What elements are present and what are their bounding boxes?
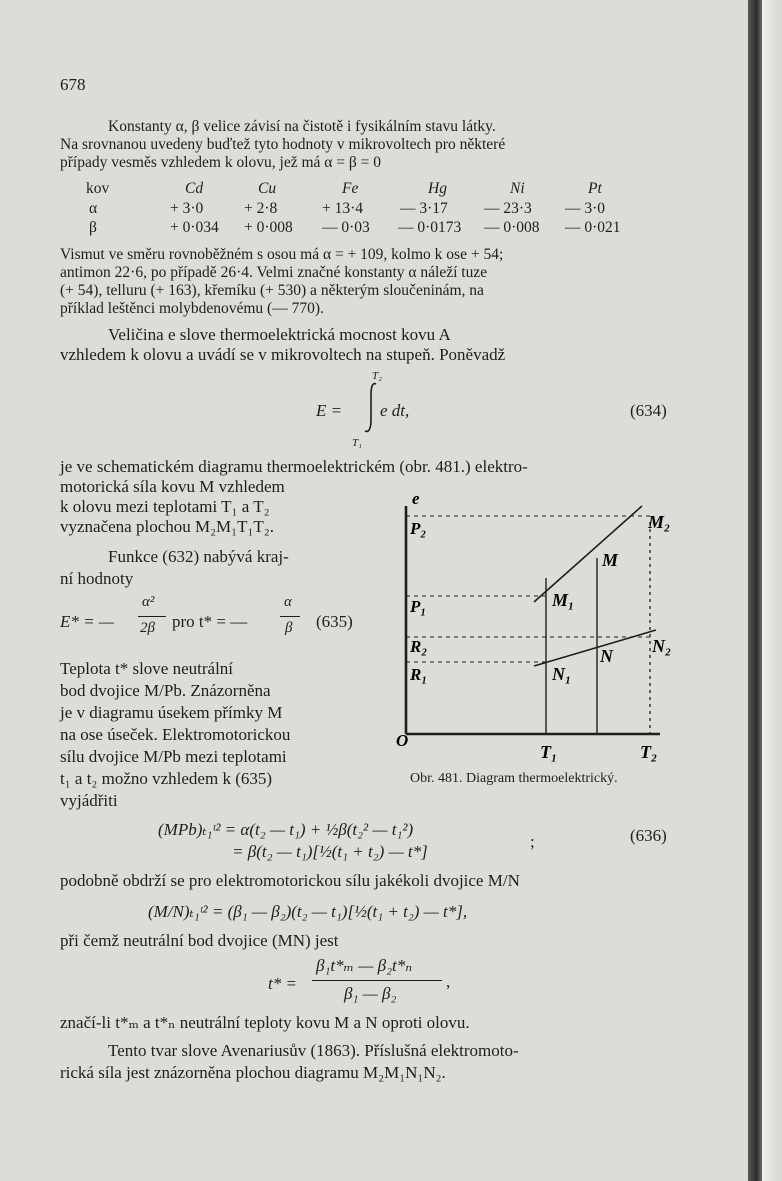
- label-n1: N₁: [552, 664, 572, 684]
- table-header-cu: Cu: [258, 180, 277, 197]
- para4-line1: je ve schematickém diagramu thermoelektrickém (obr. 481.) elektro-: [60, 457, 528, 476]
- table-header-ni: Ni: [510, 180, 525, 197]
- eq634-upper-limit: T₂: [372, 370, 382, 382]
- eq634-number: (634): [630, 401, 667, 420]
- para6-line1: Teplota t* slove neutrální: [60, 659, 234, 678]
- figure-caption: Obr. 481. Diagram thermoelektrický.: [410, 771, 618, 786]
- para6-line4: na ose úseček. Elektromotorickou: [60, 725, 291, 744]
- para3-line2: vzhledem k olovu a uvádí se v mikrovoltech na stupeň. Poněvadž: [60, 345, 506, 364]
- table-alpha-hg: — 3·17: [400, 200, 448, 217]
- table-alpha-pt: — 3·0: [565, 200, 606, 217]
- eq637: (M/N)ₜ₁ᵗ² = (β₁ — β₂)(t₂ — t₁)[½(t₁ + t₂) — t*],: [148, 902, 468, 921]
- table-beta-ni: — 0·008: [484, 219, 540, 236]
- label-e: e: [412, 490, 420, 508]
- label-t1: T₁: [540, 742, 558, 762]
- eq636-number: (636): [630, 826, 667, 845]
- table-header-pt: Pt: [588, 180, 602, 197]
- label-n2: N₂: [652, 636, 672, 656]
- table-header-kov: kov: [86, 180, 110, 197]
- eq635-fraction-bar1: [138, 616, 166, 617]
- para8: při čemž neutrální bod dvojice (MN) jest: [60, 931, 339, 950]
- label-r2: R₂: [410, 637, 428, 656]
- eq635-num2: α: [284, 594, 292, 610]
- label-p1: P₁: [410, 597, 427, 616]
- eq635-lhs: E* = —: [60, 612, 114, 631]
- para1-line3: případy vesměs vzhledem k olovu, jež má α = β = 0: [60, 154, 382, 171]
- label-m1: M₁: [552, 590, 575, 610]
- line-m: [534, 506, 642, 602]
- eq638-fraction-bar: [312, 980, 442, 981]
- eq634-lower-limit: T₁: [352, 437, 362, 449]
- eq636-separator: ;: [530, 832, 535, 851]
- para3-line1: Veličina e slove thermoelektrická mocnost kovu A: [108, 325, 451, 344]
- eq635-number: (635): [316, 612, 353, 631]
- eq636-line2: = β(t₂ — t₁)[½(t₁ + t₂) — t*]: [232, 842, 428, 861]
- para5-line1: Funkce (632) nabývá kraj-: [108, 547, 289, 566]
- para2-line1: Vismut ve směru rovnoběžném s osou má α = + 109, kolmo k ose + 54;: [60, 246, 504, 263]
- para7: podobně obdrží se pro elektromotorickou sílu jakékoli dvojice M/N: [60, 871, 520, 890]
- table-beta-pt: — 0·021: [565, 219, 621, 236]
- table-header-cd: Cd: [185, 180, 204, 197]
- table-header-hg: Hg: [428, 180, 447, 197]
- label-t2: T₂: [640, 742, 658, 762]
- eq635-fraction-bar2: [280, 616, 300, 617]
- label-p2: P₂: [410, 519, 427, 538]
- para6-line5: sílu dvojice M/Pb mezi teplotami: [60, 747, 287, 766]
- label-r1: R₁: [410, 665, 428, 684]
- eq635-mid: pro t* = —: [172, 612, 248, 631]
- para9: značí-li t*ₘ a t*ₙ neutrální teploty kovu M a N oproti olovu.: [60, 1013, 470, 1032]
- eq634-lhs: E =: [316, 401, 343, 420]
- para2-line3: (+ 54), telluru (+ 163), křemíku (+ 530) a některým sloučeninám, na: [60, 282, 484, 299]
- para6-line3: je v diagramu úsekem přímky M: [60, 703, 283, 722]
- para1-line1: Konstanty α, β velice závisí na čistotě i fysikálním stavu látky.: [108, 118, 496, 135]
- para2-line2: antimon 22·6, po případě 26·4. Velmi značné konstanty α náleží tuze: [60, 264, 488, 281]
- page-number: 678: [60, 75, 86, 94]
- eq635-num1: α²: [142, 594, 155, 610]
- para2-line4: příklad leštěnci molybdenovému (— 770).: [60, 300, 324, 317]
- label-m: M: [602, 550, 619, 570]
- para5-line2: ní hodnoty: [60, 569, 134, 588]
- eq635-den2: β: [285, 620, 293, 636]
- table-alpha-cu: + 2·8: [244, 200, 278, 217]
- integral-sign: [362, 380, 382, 436]
- eq636-line1: (MPb)ₜ₁ᵗ² = α(t₂ — t₁) + ½β(t₂² — t₁²): [158, 820, 414, 839]
- para6-line7: vyjádřiti: [60, 791, 118, 810]
- para10-line1: Tento tvar slove Avenariusův (1863). Příslušná elektromoto-: [108, 1041, 519, 1060]
- eq638-lhs: t* =: [268, 974, 297, 993]
- para4-line3: k olovu mezi teplotami T₁ a T₂: [60, 497, 270, 516]
- table-alpha-cd: + 3·0: [170, 200, 204, 217]
- eq638-numerator: β₁t*ₘ — β₂t*ₙ: [316, 956, 413, 975]
- eq638-denominator: β₁ — β₂: [344, 984, 397, 1003]
- eq638-comma: ,: [446, 972, 451, 991]
- table-alpha-fe: + 13·4: [322, 200, 364, 217]
- eq635-den1: 2β: [140, 620, 155, 636]
- label-m2: M₂: [648, 512, 671, 532]
- para4-line2: motorická síla kovu M vzhledem: [60, 477, 285, 496]
- line-n: [534, 630, 656, 666]
- facing-page-edge: [762, 0, 782, 1181]
- figure-481-diagram: [394, 490, 694, 770]
- eq634-integrand: e dt,: [380, 401, 410, 420]
- table-beta-cu: + 0·008: [244, 219, 293, 236]
- table-beta-hg: — 0·0173: [398, 219, 462, 236]
- para6-line2: bod dvojice M/Pb. Znázorněna: [60, 681, 271, 700]
- para10-line2: rická síla jest znázorněna plochou diagramu M₂M₁N₁N₂.: [60, 1063, 446, 1082]
- table-alpha-ni: — 23·3: [484, 200, 532, 217]
- book-spine-shadow: [748, 0, 762, 1181]
- table-beta-label: β: [89, 219, 97, 236]
- table-beta-fe: — 0·03: [322, 219, 370, 236]
- para6-line6: t₁ a t₂ možno vzhledem k (635): [60, 769, 273, 788]
- para4-line4: vyznačena plochou M₂M₁T₁T₂.: [60, 517, 274, 536]
- label-o: O: [396, 731, 409, 750]
- table-alpha-label: α: [89, 200, 98, 217]
- table-beta-cd: + 0·034: [170, 219, 219, 236]
- para1-line2: Na srovnanou uvedeny buďtež tyto hodnoty v mikrovoltech pro některé: [60, 136, 506, 153]
- label-n: N: [600, 646, 613, 666]
- table-header-fe: Fe: [342, 180, 359, 197]
